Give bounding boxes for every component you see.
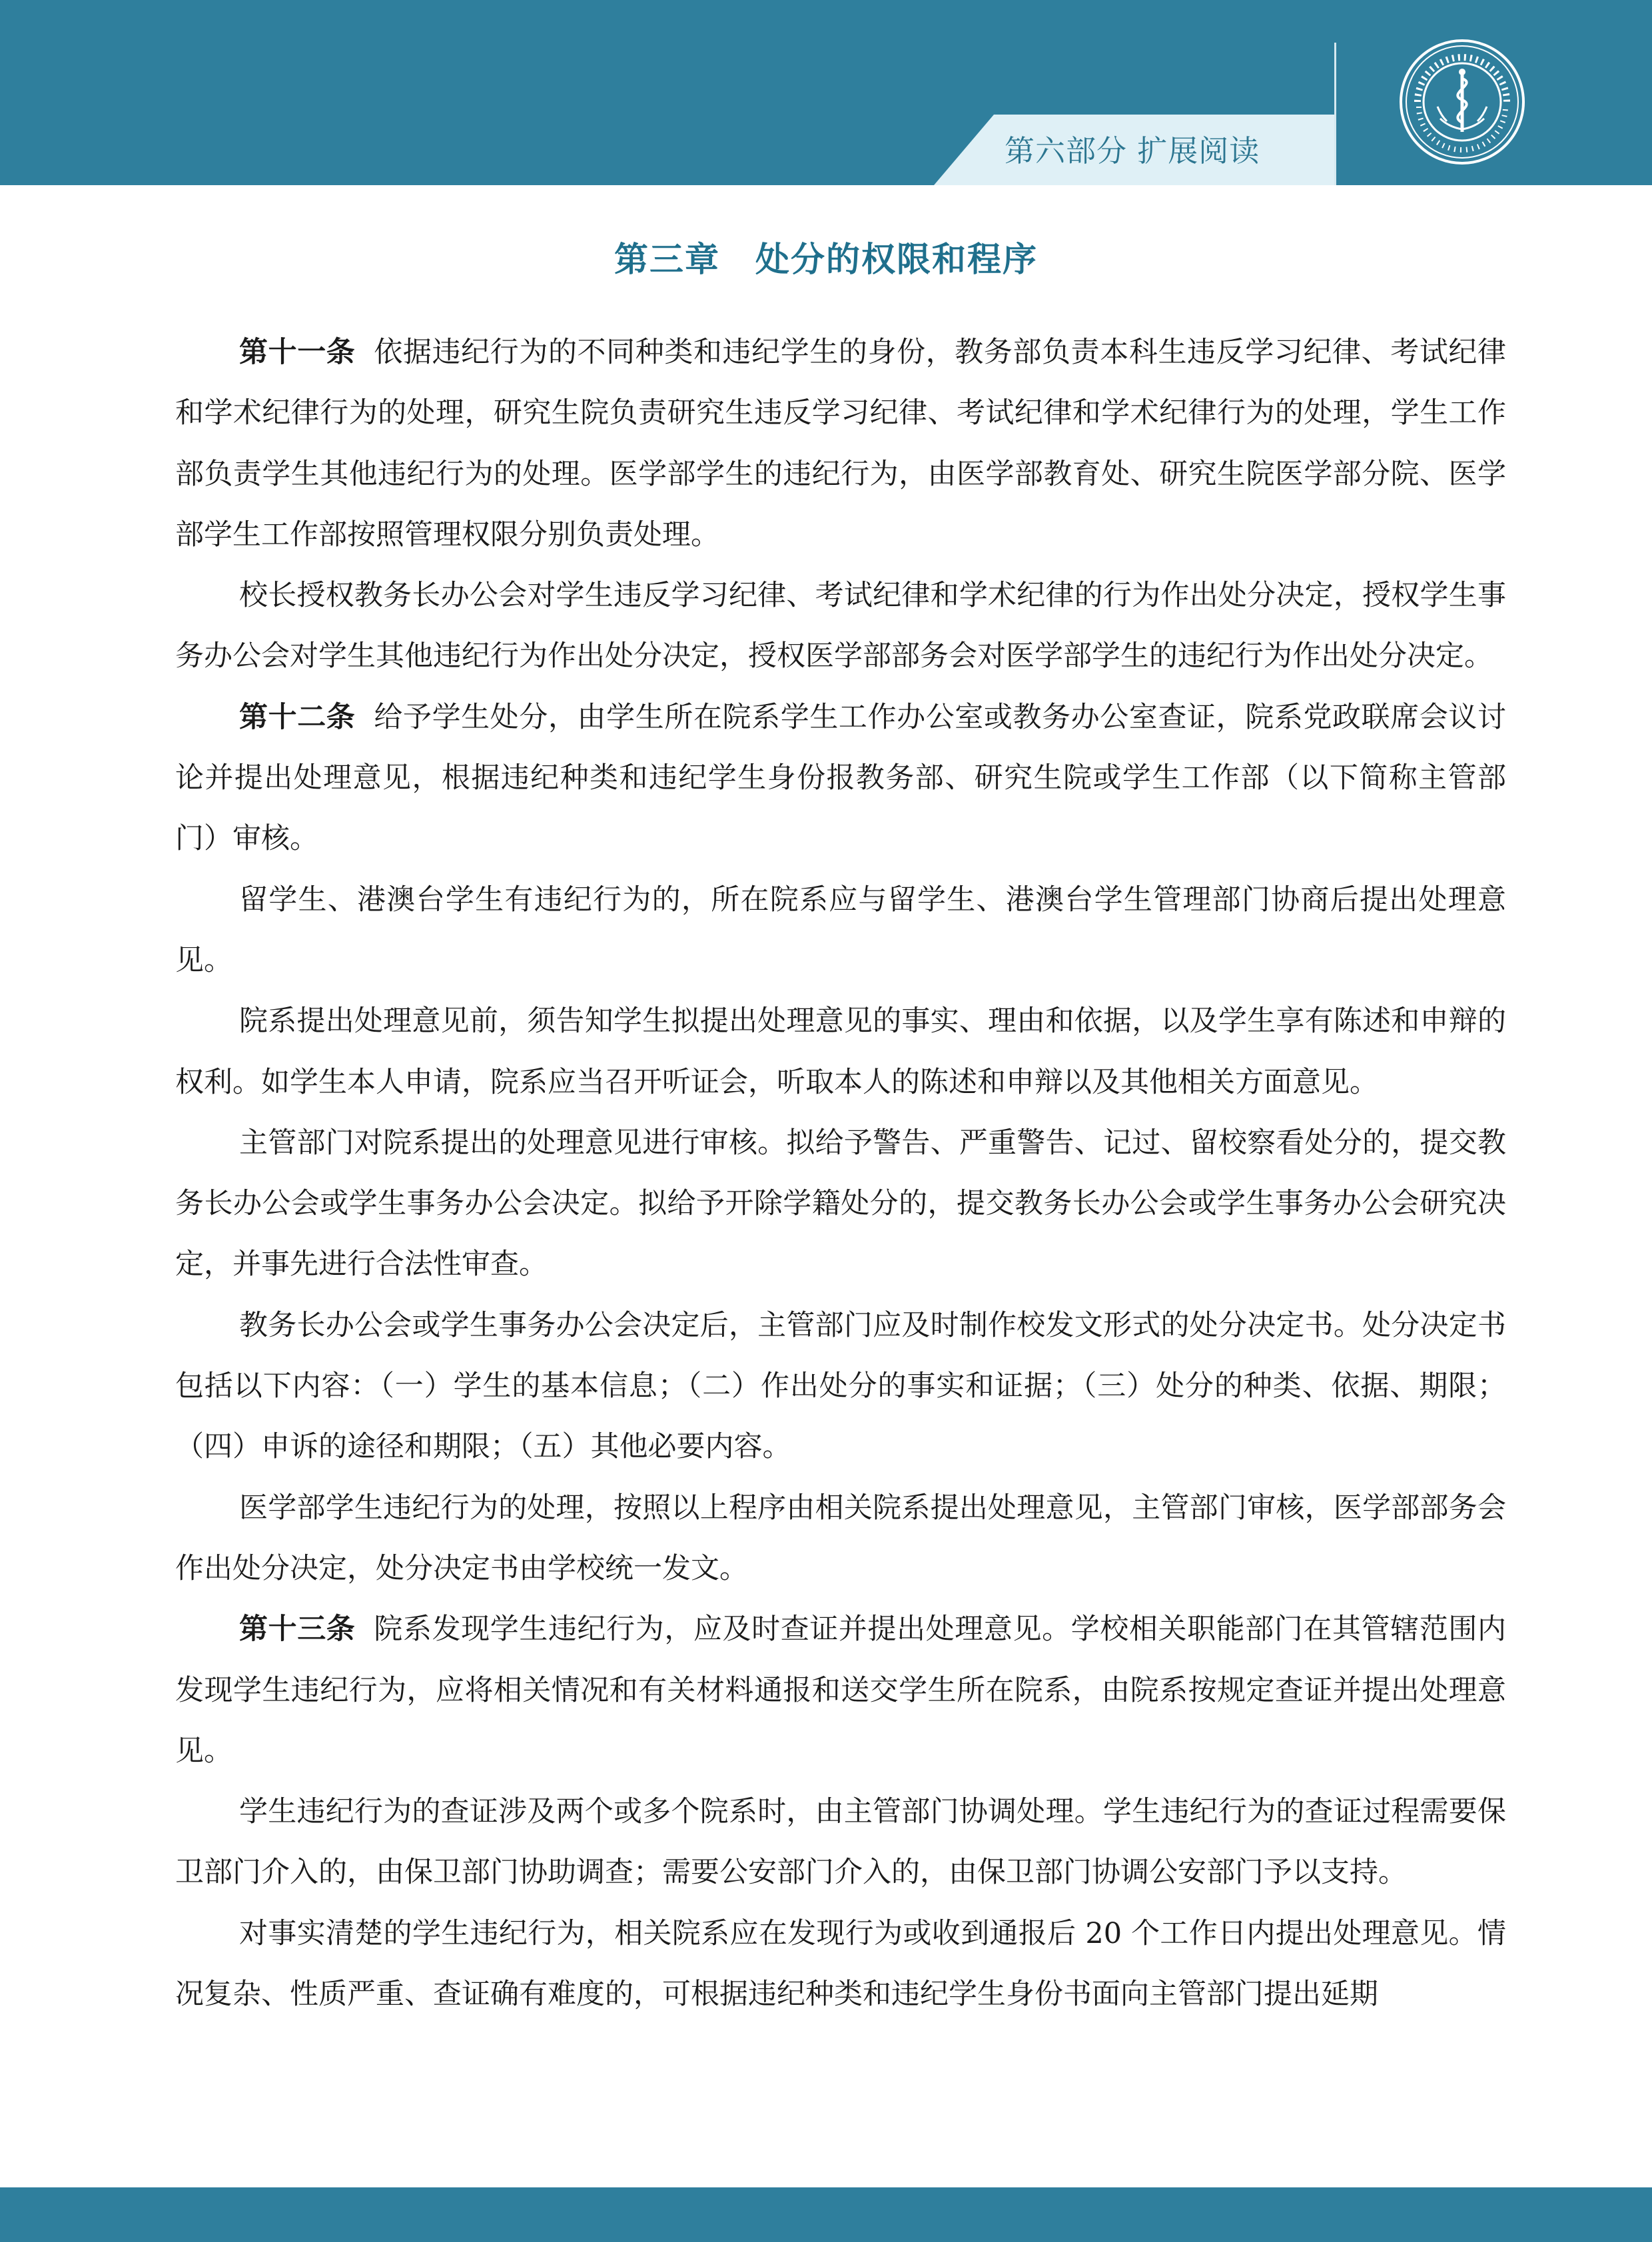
paragraph-text: 对事实清楚的学生违纪行为，相关院系应在发现行为或收到通报后 20 个工作日内提出处理意见。情况复杂、性质严重、查证确有难度的，可根据违纪种类和违纪学生身份书面向主管部门提出延期 <box>175 1916 1506 2012</box>
paragraph-text: 留学生、港澳台学生有违纪行为的，所在院系应与留学生、港澳台学生管理部门协商后提出处理意见。 <box>175 883 1506 977</box>
paragraph-text: 医学部学生违纪行为的处理，按照以上程序由相关院系提出处理意见，主管部门审核，医学部部务会作出处分决定，处分决定书由学校统一发文。 <box>175 1491 1506 1585</box>
article-number: 第十一条 <box>239 336 356 369</box>
article-paragraph <box>175 1599 1506 1782</box>
paragraph-text: 院系提出处理意见前，须告知学生拟提出处理意见的事实、理由和依据，以及学生享有陈述和申辩的权利。如学生本人申请，院系应当召开听证会，听取本人的陈述和申辩以及其他相关方面意见。 <box>175 1004 1506 1099</box>
paragraph-text: 院系发现学生违纪行为，应及时查证并提出处理意见。学校相关职能部门在其管辖范围内发现学生违纪行为，应将相关情况和有关材料通报和送交学生所在院系，由院系按规定查证并提出处理意见。 <box>175 1613 1507 1768</box>
header-divider <box>1334 43 1336 185</box>
footer-band <box>0 2187 1652 2242</box>
paragraph-text: 学生违纪行为的查证涉及两个或多个院系时，由主管部门协调处理。学生违纪行为的查证过程需要保卫部门介入的，由保卫部门协助调查；需要公安部门介入的，由保卫部门协调公安部门予以支持。 <box>175 1795 1506 1890</box>
body-paragraph <box>175 565 1506 687</box>
paragraph-text: 校长授权教务长办公会对学生违反学习纪律、考试纪律和学术纪律的行为作出处分决定，授权学生事务办公会对学生其他违纪行为作出处分决定，授权医学部部务会对医学部学生的违纪行为作出处分决定。 <box>175 579 1506 673</box>
body-paragraph <box>175 1296 1506 1478</box>
body-paragraph <box>175 1113 1506 1296</box>
article-number: 第十二条 <box>239 700 356 734</box>
university-seal-logo <box>1399 39 1525 165</box>
body-paragraph <box>175 1478 1506 1600</box>
body-paragraph <box>175 1904 1506 2026</box>
regulation-body <box>175 322 1506 2025</box>
paragraph-text: 教务长办公会或学生事务办公会决定后，主管部门应及时制作校发文形式的处分决定书。处分决定书包括以下内容：（一）学生的基本信息；（二）作出处分的事实和证据；（三）处分的种类、依据、期限；（四）申诉的途径和期限；（五）其他必要内容。 <box>175 1308 1506 1464</box>
chapter-title: 第三章 处分的权限和程序 <box>614 240 1038 280</box>
article-paragraph <box>175 687 1506 870</box>
article-paragraph <box>175 322 1506 565</box>
article-number: 第十三条 <box>239 1613 356 1647</box>
paragraph-text: 主管部门对院系提出的处理意见进行审核。拟给予警告、严重警告、记过、留校察看处分的，提交教务长办公会或学生事务办公会决定。拟给予开除学籍处分的，提交教务长办公会或学生事务办公会研究决定，并事先进行合法性审查。 <box>175 1126 1506 1282</box>
section-label: 第六部分 扩展阅读 <box>1005 133 1260 169</box>
body-paragraph <box>175 870 1506 992</box>
paragraph-text: 依据违纪行为的不同种类和违纪学生的身份，教务部负责本科生违反学习纪律、考试纪律和学术纪律行为的处理，研究生院负责研究生违反学习纪律、考试纪律和学术纪律行为的处理，学生工作部负责学生其他违纪行为的处理。医学部学生的违纪行为，由医学部教育处、研究生院医学部分院、医学部学生工作部按照管理权限分别负责处理。 <box>175 336 1507 552</box>
paragraph-text: 给予学生处分，由学生所在院系学生工作办公室或教务办公室查证，院系党政联席会议讨论并提出处理意见，根据违纪种类和违纪学生身份报教务部、研究生院或学生工作部（以下简称主管部门）审核。 <box>175 700 1507 856</box>
header-band <box>0 0 1652 185</box>
body-paragraph <box>175 991 1506 1113</box>
body-paragraph <box>175 1782 1506 1904</box>
